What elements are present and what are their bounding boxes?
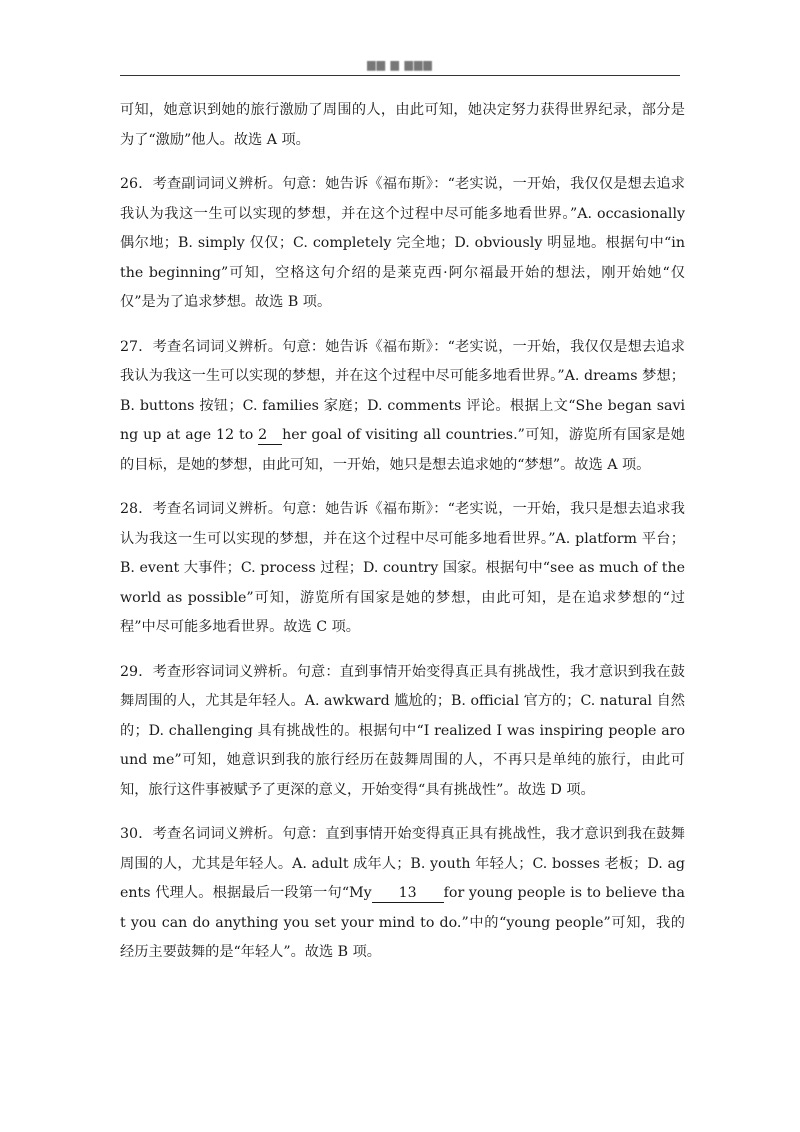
header-divider: [120, 75, 680, 76]
blank-number: 2: [258, 427, 268, 443]
explanation-body: [120, 96, 685, 983]
fill-in-blank: [372, 884, 444, 903]
paragraph-text: 30．考查名词词义辨析。句意：直到事情开始变得真正具有挑战性，我才意识到我在鼓舞周围的人，尤其是年轻人。A. adult 成年人；B. youth 年轻人；C. bosses 老板；D. agents 代理人。根据最后一段第一句“My: [120, 826, 685, 901]
paragraph-text: for young people is to believe that you can do anything you set your mind to do.”中的“young people”可知，我的经历主要鼓舞的是“年轻人”。故选 B 项。: [120, 885, 685, 960]
paragraph-text: 29．考查形容词词义辨析。句意：直到事情开始变得真正具有挑战性，我才意识到我在鼓舞周围的人，尤其是年轻人。A. awkward 尴尬的；B. official 官方的；C. natural 自然的；D. challenging 具有挑战性的。根据句中“I realized I was inspiring people around me”可知，她意识到我的旅行经历在鼓舞周围的人，不再只是单纯的旅行，由此可知，旅行这件事被赋予了更深的意义，开始变得“具有挑战性”。故选 D 项。: [120, 663, 685, 798]
paragraph-text: her goal of visiting all countries.”可知，游览所有国家是她的目标，是她的梦想，由此可知，一开始，她只是想去追求她的“梦想”。故选 A 项。: [120, 427, 685, 473]
page-header: ▆▆ ▆ ▆▆▆: [367, 58, 433, 71]
explanation-30: [120, 820, 685, 968]
blank-number: 13: [398, 885, 417, 901]
paragraph-text: 可知，她意识到她的旅行激励了周围的人，由此可知，她决定努力获得世界纪录，部分是为了“激励”他人。故选 A 项。: [120, 102, 685, 148]
explanation-25-tail: [120, 96, 685, 155]
paragraph-text: 27．考查名词词义辨析。句意：她告诉《福布斯》：“老实说，一开始，我仅仅是想去追求我认为我这一生可以实现的梦想，并在这个过程中尽可能多地看世界。”A. dreams 梦想；B. buttons 按钮；C. families 家庭；D. comments 评论。根据上文“She began saving up at age 12 to: [120, 338, 685, 443]
fill-in-blank: [258, 426, 282, 445]
explanation-29: [120, 658, 685, 806]
explanation-26: [120, 170, 685, 318]
explanation-28: [120, 495, 685, 643]
paragraph-text: 28．考查名词词义辨析。句意：她告诉《福布斯》：“老实说，一开始，我只是想去追求我认为我这一生可以实现的梦想，并在这个过程中尽可能多地看世界。”A. platform 平台；B. event 大事件；C. process 过程；D. country 国家。根据句中“see as much of the world as possible”可知，游览所有国家是她的梦想，由此可知，是在追求梦想的“过程”中尽可能多地看世界。故选 C 项。: [120, 501, 685, 635]
paragraph-text: 26．考查副词词义辨析。句意：她告诉《福布斯》：“老实说，一开始，我仅仅是想去追求我认为我这一生可以实现的梦想，并在这个过程中尽可能多地看世界。”A. occasionally 偶尔地；B. simply 仅仅；C. completely 完全地；D. obviously 明显地。根据句中“in the beginning”可知，空格这句介绍的是莱克西·阿尔福最开始的想法，刚开始她“仅仅”是为了追求梦想。故选 B 项。: [120, 176, 685, 310]
explanation-27: [120, 333, 685, 481]
